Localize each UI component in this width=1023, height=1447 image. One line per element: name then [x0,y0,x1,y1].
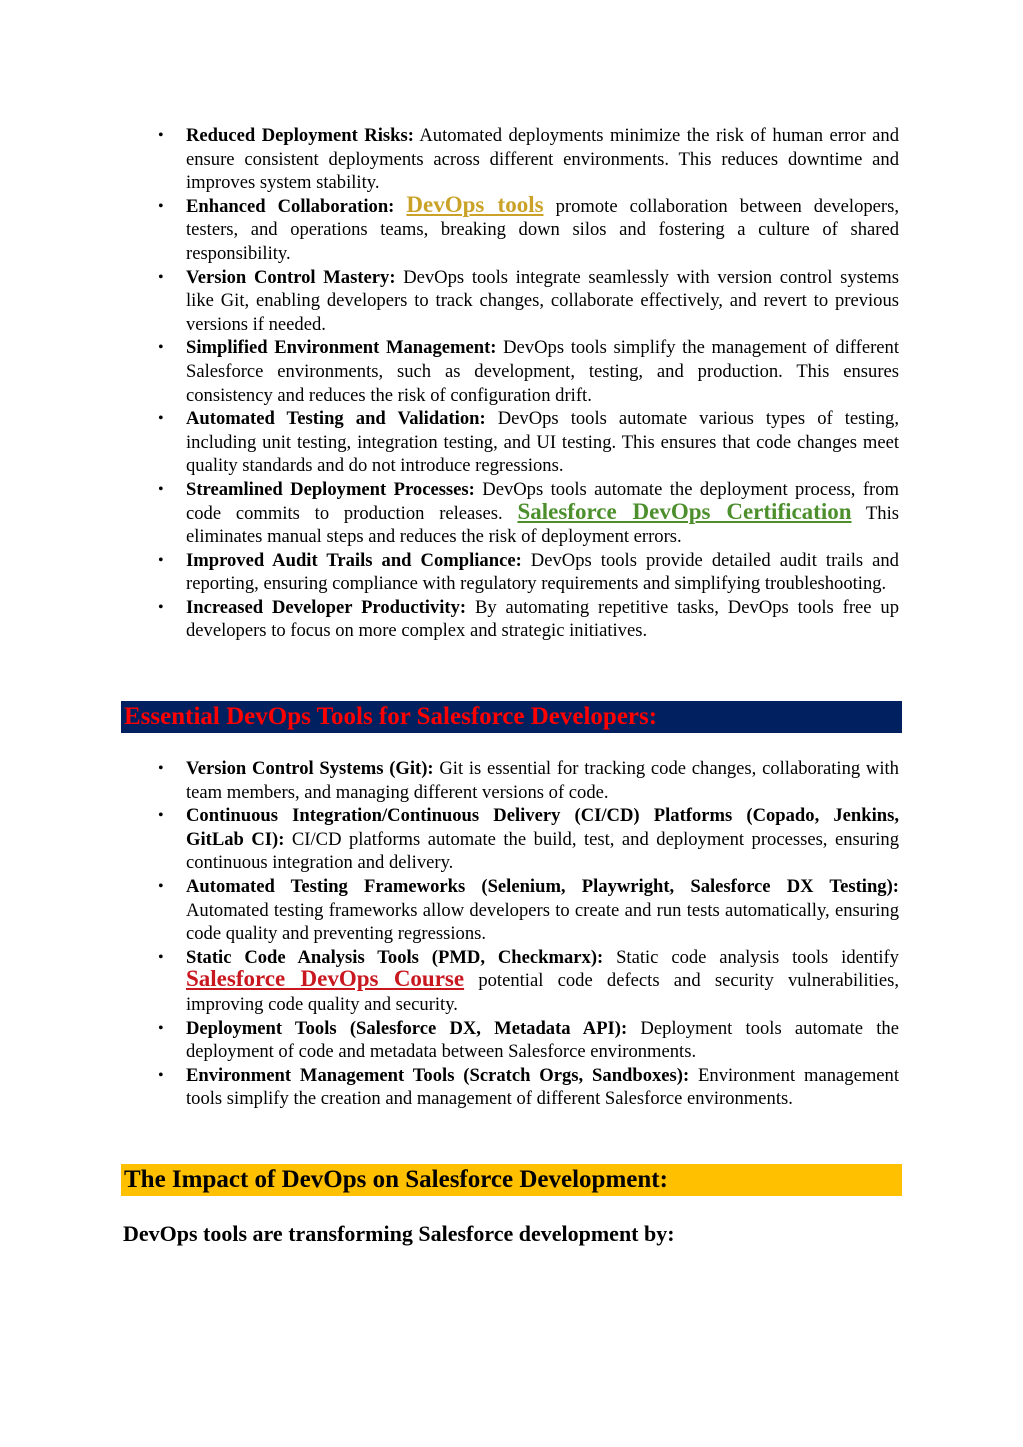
list-item [186,549,899,596]
item-text: Static code analysis tools identify [603,946,899,968]
item-text: Automated testing frameworks allow developers to create and run tests automatically, ensuring code quality and preventing regressions. [186,899,899,945]
item-title: Automated Testing and Validation: [186,408,486,430]
benefits-list [186,124,899,643]
item-title: Streamlined Deployment Processes: [186,478,475,500]
list-item [186,804,899,875]
list-item [186,757,899,804]
list-item [186,266,899,337]
tools-list [186,757,899,1111]
item-text: DevOps tools integrate seamlessly with version control systems like Git, enabling developers to track changes, collaborate effectively, and revert to previous versions if needed. [186,266,900,335]
item-text: Environment management tools simplify the creation and management of different Salesforce environments. [186,1064,899,1110]
list-item [186,191,899,266]
list-item [186,1064,899,1111]
list-item [186,875,899,946]
list-item [186,946,899,1017]
item-title: Enhanced Collaboration: [186,195,395,217]
salesforce-devops-certification-link[interactable]: Salesforce DevOps Certification [517,498,852,524]
item-title: Version Control Systems (Git): [186,758,434,779]
devops-tools-link[interactable]: DevOps tools [406,191,544,217]
item-title: Reduced Deployment Risks: [186,125,414,146]
list-item [186,124,899,195]
item-title: Environment Management Tools (Scratch Orgs, Sandboxes): [186,1064,690,1086]
item-text: DevOps tools automate the deployment process, from code commits to production releases. [186,478,899,524]
item-text-after: This eliminates manual steps and reduces the risk of deployment errors. [186,502,899,548]
list-item [186,407,899,478]
item-text: Deployment tools automate the deployment of code and metadata between Salesforce environments. [186,1017,899,1063]
item-text: DevOps tools simplify the management of different Salesforce environments, such as development, testing, and production. This ensures consistency and reduces the risk of configuration drift. [186,337,899,406]
item-text: promote collaboration between developers, testers, and operations teams, breaking down silos and fostering a culture of shared responsibility. [186,195,899,264]
list-item [186,1017,899,1064]
item-title: Improved Audit Trails and Compliance: [186,549,522,571]
item-text: By automating repetitive tasks, DevOps tools free up developers to focus on more complex and strategic initiatives. [186,596,899,642]
item-text: DevOps tools automate various types of testing, including unit testing, integration testing, and UI testing. This ensures that code changes meet quality standards and do not introduce regressions. [186,408,899,477]
item-title: Deployment Tools (Salesforce DX, Metadata API): [186,1017,628,1039]
item-text: Git is essential for tracking code changes, collaborating with team members, and managing different versions of code. [186,758,899,803]
list-item [186,478,899,549]
item-text: CI/CD platforms automate the build, test, and deployment processes, ensuring continuous integration and delivery. [186,828,899,874]
item-text-after: potential code defects and security vulnerabilities, improving code quality and security. [186,970,899,1015]
item-text: DevOps tools provide detailed audit trails and reporting, ensuring compliance with regulatory requirements and simplifying troubleshooting. [186,549,899,595]
salesforce-devops-course-link[interactable]: Salesforce DevOps Course [186,966,465,992]
item-title: Continuous Integration/Continuous Delivery (CI/CD) Platforms (Copado, Jenkins, GitLab CI): [186,805,899,850]
impact-intro: DevOps tools are transforming Salesforce development by: [123,1221,675,1246]
item-text: Automated deployments minimize the risk of human error and ensure consistent deployments across different environments. This reduces downtime and improves system stability. [186,125,899,194]
list-item [186,596,899,643]
item-title: Static Code Analysis Tools (PMD, Checkmarx): [186,946,604,968]
section-heading-impact: The Impact of DevOps on Salesforce Development: [121,1164,902,1196]
item-title: Simplified Environment Management: [186,337,497,359]
item-title: Version Control Mastery: [186,266,396,288]
item-title: Automated Testing Frameworks (Selenium, Playwright, Salesforce DX Testing): [186,875,899,897]
item-title: Increased Developer Productivity: [186,596,467,618]
section-heading-tools: Essential DevOps Tools for Salesforce Developers: [121,701,902,733]
list-item [186,336,899,407]
